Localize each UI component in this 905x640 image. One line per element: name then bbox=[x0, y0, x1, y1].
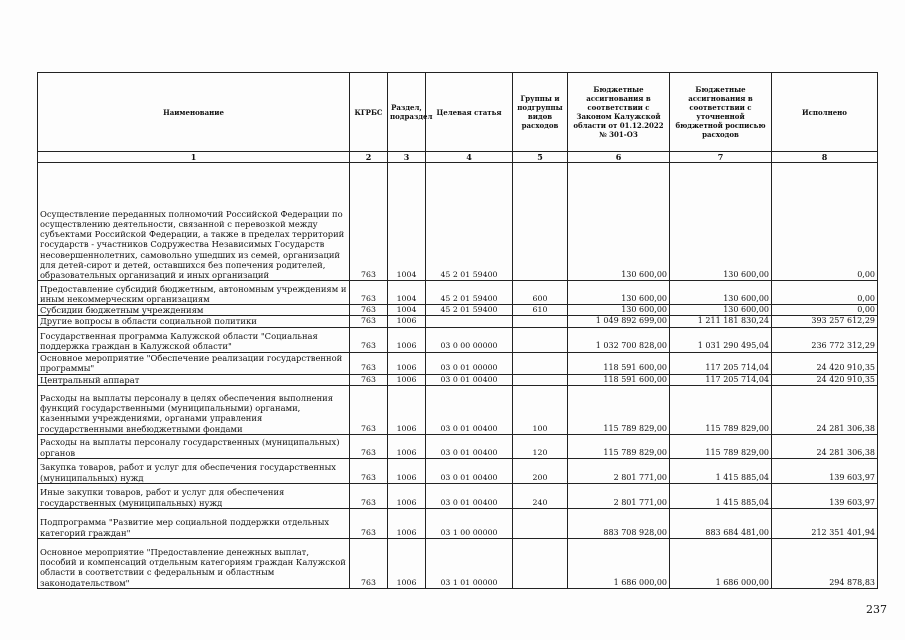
row-law-amount: 1 049 892 699,00 bbox=[568, 316, 670, 327]
row-kgrbs: 763 bbox=[350, 163, 388, 281]
row-section: 1006 bbox=[388, 385, 426, 434]
row-execution-amount: 139 603,97 bbox=[772, 458, 878, 483]
row-kgrbs: 763 bbox=[350, 434, 388, 458]
row-target: 45 2 01 59400 bbox=[426, 163, 513, 281]
row-name: Расходы на выплаты персоналу государственных (муниципальных) органов bbox=[38, 434, 350, 458]
row-target: 45 2 01 59400 bbox=[426, 281, 513, 305]
row-execution-amount: 24 281 306,38 bbox=[772, 385, 878, 434]
table-row bbox=[38, 538, 878, 588]
table-row bbox=[38, 316, 878, 327]
row-name: Подпрограмма "Развитие мер социальной поддержки отдельных категорий граждан" bbox=[38, 508, 350, 538]
header-kgrbs: КГРБС bbox=[350, 73, 388, 152]
column-number: 3 bbox=[388, 152, 426, 163]
row-law-amount: 118 591 600,00 bbox=[568, 352, 670, 374]
row-refined-amount: 117 205 714,04 bbox=[670, 352, 772, 374]
row-group bbox=[513, 327, 568, 352]
row-law-amount: 2 801 771,00 bbox=[568, 483, 670, 508]
row-law-amount: 1 032 700 828,00 bbox=[568, 327, 670, 352]
row-execution-amount: 24 420 910,35 bbox=[772, 352, 878, 374]
row-group bbox=[513, 374, 568, 385]
row-law-amount: 130 600,00 bbox=[568, 281, 670, 305]
row-section: 1006 bbox=[388, 327, 426, 352]
column-number: 8 bbox=[772, 152, 878, 163]
row-execution-amount: 24 281 306,38 bbox=[772, 434, 878, 458]
table-row bbox=[38, 327, 878, 352]
row-kgrbs: 763 bbox=[350, 352, 388, 374]
row-kgrbs: 763 bbox=[350, 281, 388, 305]
row-target: 03 0 01 00400 bbox=[426, 385, 513, 434]
row-target: 03 0 01 00400 bbox=[426, 434, 513, 458]
column-number-row bbox=[38, 152, 878, 163]
row-kgrbs: 763 bbox=[350, 327, 388, 352]
row-target: 45 2 01 59400 bbox=[426, 305, 513, 316]
row-refined-amount: 115 789 829,00 bbox=[670, 385, 772, 434]
table-row bbox=[38, 434, 878, 458]
row-section: 1006 bbox=[388, 538, 426, 588]
column-number: 4 bbox=[426, 152, 513, 163]
row-target: 03 0 00 00000 bbox=[426, 327, 513, 352]
row-group bbox=[513, 352, 568, 374]
row-group bbox=[513, 508, 568, 538]
row-group: 610 bbox=[513, 305, 568, 316]
row-kgrbs: 763 bbox=[350, 538, 388, 588]
column-number: 7 bbox=[670, 152, 772, 163]
row-section: 1006 bbox=[388, 434, 426, 458]
row-group bbox=[513, 163, 568, 281]
row-refined-amount: 117 205 714,04 bbox=[670, 374, 772, 385]
row-name: Предоставление субсидий бюджетным, автономным учреждениям и иным некоммерческим организациям bbox=[38, 281, 350, 305]
row-refined-amount: 130 600,00 bbox=[670, 305, 772, 316]
column-number: 1 bbox=[38, 152, 350, 163]
row-section: 1006 bbox=[388, 483, 426, 508]
header-target: Целевая статья bbox=[426, 73, 513, 152]
row-section: 1006 bbox=[388, 352, 426, 374]
row-group: 120 bbox=[513, 434, 568, 458]
row-target bbox=[426, 316, 513, 327]
table-row bbox=[38, 385, 878, 434]
row-name: Другие вопросы в области социальной политики bbox=[38, 316, 350, 327]
row-kgrbs: 763 bbox=[350, 385, 388, 434]
header-refined: Бюджетные ассигнования в соответствии с уточненной бюджетной росписью расходов bbox=[670, 73, 772, 152]
page-number: 237 bbox=[866, 603, 887, 616]
row-name: Государственная программа Калужской области "Социальная поддержка граждан в Калужской области" bbox=[38, 327, 350, 352]
row-refined-amount: 1 415 885,04 bbox=[670, 483, 772, 508]
row-refined-amount: 115 789 829,00 bbox=[670, 434, 772, 458]
row-section: 1006 bbox=[388, 316, 426, 327]
row-law-amount: 130 600,00 bbox=[568, 305, 670, 316]
row-group: 600 bbox=[513, 281, 568, 305]
row-kgrbs: 763 bbox=[350, 374, 388, 385]
row-law-amount: 118 591 600,00 bbox=[568, 374, 670, 385]
row-execution-amount: 236 772 312,29 bbox=[772, 327, 878, 352]
row-name: Основное мероприятие "Предоставление денежных выплат, пособий и компенсаций отдельным категориям граждан Калужской области в соответствии с федеральным и областным законодательством" bbox=[38, 538, 350, 588]
row-section: 1004 bbox=[388, 281, 426, 305]
row-law-amount: 115 789 829,00 bbox=[568, 434, 670, 458]
row-kgrbs: 763 bbox=[350, 305, 388, 316]
row-law-amount: 130 600,00 bbox=[568, 163, 670, 281]
row-name: Центральный аппарат bbox=[38, 374, 350, 385]
row-target: 03 0 01 00000 bbox=[426, 352, 513, 374]
header-execution: Исполнено bbox=[772, 73, 878, 152]
row-section: 1004 bbox=[388, 163, 426, 281]
row-refined-amount: 883 684 481,00 bbox=[670, 508, 772, 538]
row-law-amount: 2 801 771,00 bbox=[568, 458, 670, 483]
row-refined-amount: 1 686 000,00 bbox=[670, 538, 772, 588]
row-refined-amount: 1 031 290 495,04 bbox=[670, 327, 772, 352]
header-groups: Группы и подгруппы видов расходов bbox=[513, 73, 568, 152]
column-number: 5 bbox=[513, 152, 568, 163]
row-refined-amount: 1 415 885,04 bbox=[670, 458, 772, 483]
row-execution-amount: 0,00 bbox=[772, 163, 878, 281]
table-header-row bbox=[38, 73, 878, 152]
row-kgrbs: 763 bbox=[350, 458, 388, 483]
table-row bbox=[38, 458, 878, 483]
row-kgrbs: 763 bbox=[350, 508, 388, 538]
row-refined-amount: 130 600,00 bbox=[670, 281, 772, 305]
row-group: 240 bbox=[513, 483, 568, 508]
row-section: 1004 bbox=[388, 305, 426, 316]
row-refined-amount: 130 600,00 bbox=[670, 163, 772, 281]
row-execution-amount: 24 420 910,35 bbox=[772, 374, 878, 385]
table-row bbox=[38, 163, 878, 281]
row-name: Основное мероприятие "Обеспечение реализации государственной программы" bbox=[38, 352, 350, 374]
column-number: 6 bbox=[568, 152, 670, 163]
row-execution-amount: 393 257 612,29 bbox=[772, 316, 878, 327]
row-target: 03 0 01 00400 bbox=[426, 374, 513, 385]
row-law-amount: 115 789 829,00 bbox=[568, 385, 670, 434]
row-kgrbs: 763 bbox=[350, 483, 388, 508]
row-target: 03 1 00 00000 bbox=[426, 508, 513, 538]
row-section: 1006 bbox=[388, 458, 426, 483]
budget-table bbox=[37, 72, 878, 589]
row-execution-amount: 0,00 bbox=[772, 305, 878, 316]
table-row bbox=[38, 508, 878, 538]
row-name: Расходы на выплаты персоналу в целях обеспечения выполнения функций государственными (муниципальными) органами, казенными учреждениями, органами управления государственными внебюджетными фондами bbox=[38, 385, 350, 434]
row-execution-amount: 0,00 bbox=[772, 281, 878, 305]
row-law-amount: 1 686 000,00 bbox=[568, 538, 670, 588]
row-section: 1006 bbox=[388, 508, 426, 538]
header-law: Бюджетные ассигнования в соответствии с Законом Калужской области от 01.12.2022 № 301-ОЗ bbox=[568, 73, 670, 152]
table-row bbox=[38, 352, 878, 374]
table-row bbox=[38, 483, 878, 508]
row-target: 03 1 01 00000 bbox=[426, 538, 513, 588]
row-section: 1006 bbox=[388, 374, 426, 385]
row-name: Осуществление переданных полномочий Российской Федерации по осуществлению деятельности, связанной с перевозкой между субъектами Российской Федерации, а также в пределах территорий государств - участников Содружества Независимых Государств несовершеннолетних, самовольно ушедших из семей, организаций для детей-сирот и детей, оставшихся без попечения родителей, образовательных организаций и иных организаций bbox=[38, 163, 350, 281]
row-execution-amount: 294 878,83 bbox=[772, 538, 878, 588]
row-group bbox=[513, 316, 568, 327]
row-name: Закупка товаров, работ и услуг для обеспечения государственных (муниципальных) нужд bbox=[38, 458, 350, 483]
table-row bbox=[38, 374, 878, 385]
row-group: 100 bbox=[513, 385, 568, 434]
row-refined-amount: 1 211 181 830,24 bbox=[670, 316, 772, 327]
row-kgrbs: 763 bbox=[350, 316, 388, 327]
column-number: 2 bbox=[350, 152, 388, 163]
table-row bbox=[38, 305, 878, 316]
row-group bbox=[513, 538, 568, 588]
row-target: 03 0 01 00400 bbox=[426, 458, 513, 483]
row-name: Иные закупки товаров, работ и услуг для обеспечения государственных (муниципальных) нужд bbox=[38, 483, 350, 508]
row-target: 03 0 01 00400 bbox=[426, 483, 513, 508]
row-execution-amount: 212 351 401,94 bbox=[772, 508, 878, 538]
header-name: Наименование bbox=[38, 73, 350, 152]
row-group: 200 bbox=[513, 458, 568, 483]
row-law-amount: 883 708 928,00 bbox=[568, 508, 670, 538]
header-section: Раздел, подраздел bbox=[388, 73, 426, 152]
row-name: Субсидии бюджетным учреждениям bbox=[38, 305, 350, 316]
row-execution-amount: 139 603,97 bbox=[772, 483, 878, 508]
table-row bbox=[38, 281, 878, 305]
